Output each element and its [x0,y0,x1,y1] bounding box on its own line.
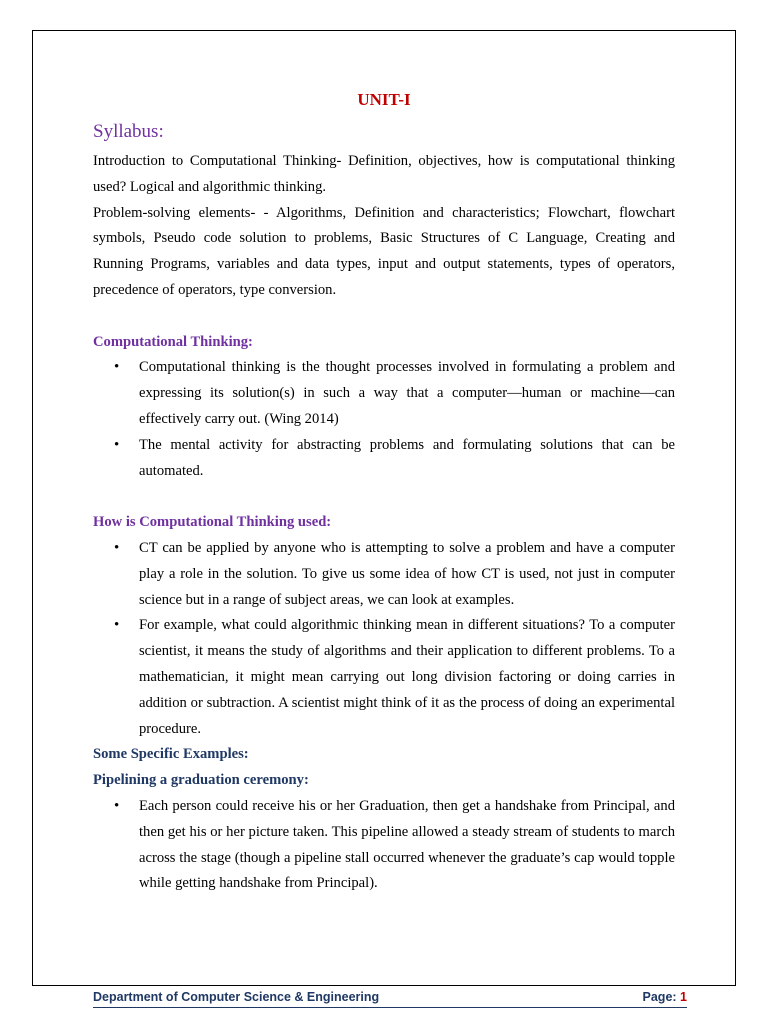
page-footer [93,988,687,1008]
footer-page-label: Page: [642,990,677,1004]
pipelining-list [93,794,675,897]
pipelining-subheading: Pipelining a graduation ceremony: [93,772,309,789]
syllabus-paragraph-1: Introduction to Computational Thinking- Definition, objectives, how is computational thinking used? Logical and algorithmic thinking. [93,153,675,195]
computational-thinking-list [93,355,675,484]
footer-divider [93,1007,687,1008]
syllabus-paragraph-2: Problem-solving elements- - Algorithms, Definition and characteristics; Flowchart, flowchart symbols, Pseudo code solution to problems, Basic Structures of C Language, Creating and Running Programs, variables and data types, input and output statements, types of operators, precedence of operators, type conversion. [93,204,675,298]
how-ct-used-list [93,536,675,742]
footer-page-number: 1 [680,990,687,1004]
unit-title: UNIT-I [357,90,411,109]
syllabus-heading: Syllabus: [93,121,164,142]
footer-department: Department of Computer Science & Engineering [93,990,380,1004]
list-item: • Computational thinking is the thought processes involved in formulating a problem and expressing its solution(s) in such a way that a computer—human or machine—can effectively carry out. (Wing 2014) [93,355,675,432]
how-ct-used-heading: How is Computational Thinking used: [93,514,332,531]
document-body [93,86,675,897]
list-item: • Each person could receive his or her Graduation, then get a handshake from Principal, and then get his or her picture taken. This pipeline allowed a steady stream of students to march across the stage (though a pipeline stall occurred whenever the graduate’s cap would topple while getting handshake from Principal). [93,794,675,897]
footer-page [643,990,687,1004]
list-item: • For example, what could algorithmic thinking mean in different situations? To a computer scientist, it means the study of algorithms and their application to different problems. To a mathematician, it might mean carrying out long division factoring or doing carries in addition or subtraction. A scientist might think of it as the process of doing an experimental procedure. [93,613,675,742]
list-item: • The mental activity for abstracting problems and formulating solutions that can be automated. [93,433,675,485]
specific-examples-heading: Some Specific Examples: [93,746,249,763]
list-item: • CT can be applied by anyone who is attempting to solve a problem and have a computer play a role in the solution. To give us some idea of how CT is used, not just in computer science but in a range of subject areas, we can look at examples. [93,536,675,613]
computational-thinking-heading: Computational Thinking: [93,333,253,350]
